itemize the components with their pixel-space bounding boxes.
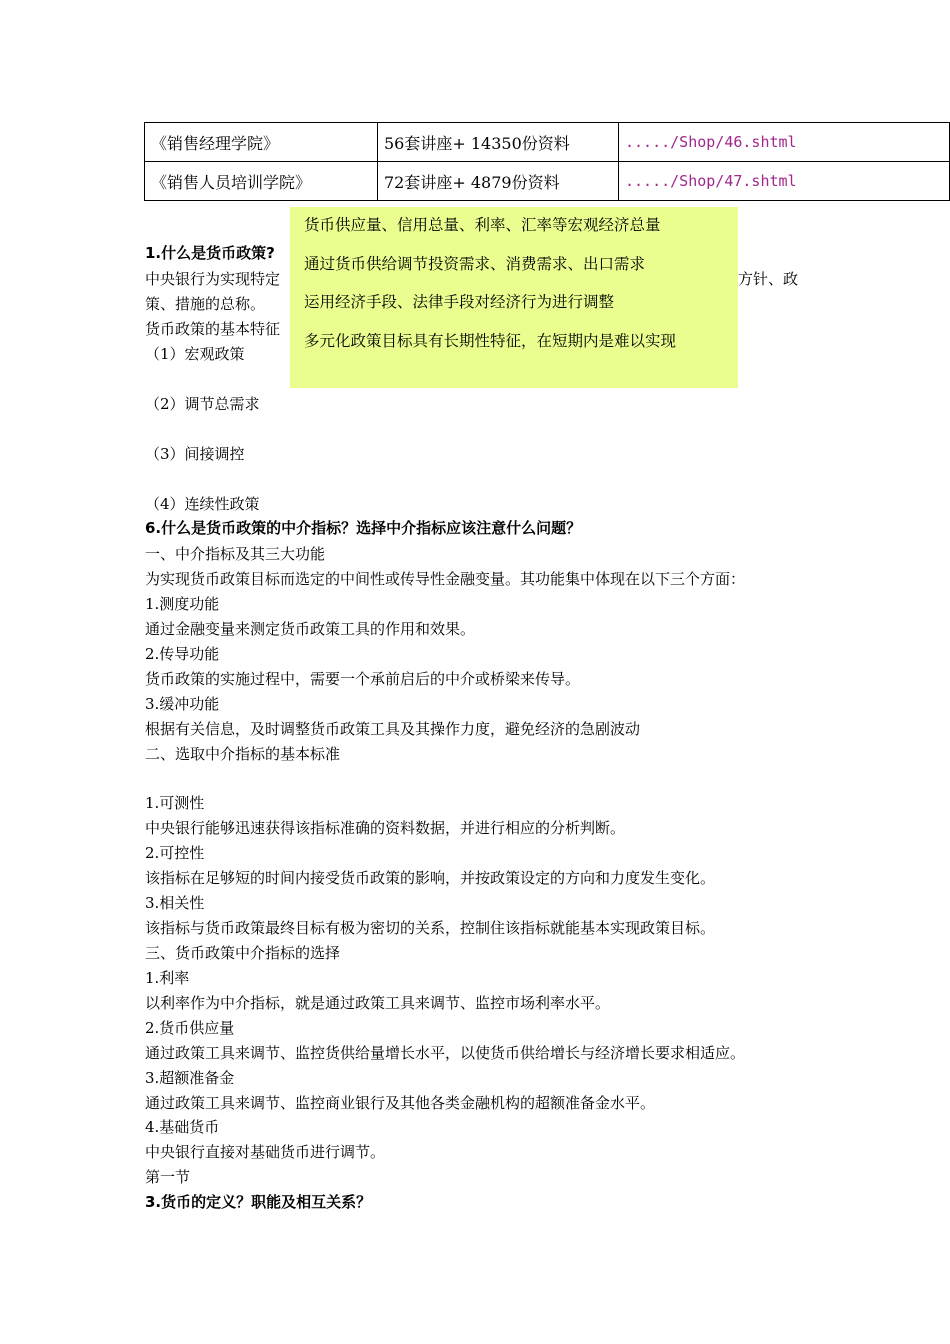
section-label: 第一节	[145, 1168, 191, 1186]
paragraph: 中央银行直接对基础货币进行调节。	[145, 1143, 386, 1161]
callout-line: 运用经济手段、法律手段对经济行为进行调整	[304, 293, 615, 311]
feature-item: （4）连续性政策	[145, 495, 260, 513]
course-link[interactable]: ...../Shop/46.shtml	[619, 123, 950, 162]
section-heading: 三、货币政策中介指标的选择	[145, 944, 341, 962]
paragraph: 根据有关信息，及时调整货币政策工具及其操作力度，避免经济的急剧波动	[145, 720, 641, 738]
item-title: 1.利率	[145, 969, 190, 987]
course-name: 《销售经理学院》	[145, 123, 378, 162]
item-title: 4.基础货币	[145, 1118, 220, 1136]
paragraph: 通过政策工具来调节、监控商业银行及其他各类金融机构的超额准备金水平。	[145, 1094, 656, 1112]
q6-title: 6.什么是货币政策的中介指标？选择中介指标应该注意什么问题？	[145, 519, 582, 537]
item-title: 3.相关性	[145, 894, 205, 912]
paragraph: 中央银行能够迅速获得该指标准确的资料数据，并进行相应的分析判断。	[145, 819, 626, 837]
section-heading: 二、选取中介指标的基本标准	[145, 745, 341, 763]
q1-line2: 策、措施的总称。	[145, 295, 266, 313]
callout-line: 通过货币供给调节投资需求、消费需求、出口需求	[304, 255, 646, 273]
feature-item: （2）调节总需求	[145, 395, 260, 413]
paragraph: 货币政策的实施过程中，需要一个承前启后的中介或桥梁来传导。	[145, 670, 581, 688]
resource-table	[144, 122, 950, 201]
item-title: 3.超额准备金	[145, 1069, 235, 1087]
course-link[interactable]: ...../Shop/47.shtml	[619, 162, 950, 201]
table-row	[145, 123, 950, 162]
callout-box	[290, 207, 738, 388]
item-title: 1.可测性	[145, 794, 205, 812]
item-title: 1.测度功能	[145, 595, 220, 613]
item-title: 2.传导功能	[145, 645, 220, 663]
q1-line1-right: 方针、政	[738, 270, 799, 288]
paragraph: 通过金融变量来测定货币政策工具的作用和效果。	[145, 620, 476, 638]
table-row	[145, 162, 950, 201]
item-title: 3.缓冲功能	[145, 695, 220, 713]
course-content: 56套讲座+ 14350份资料	[378, 123, 619, 162]
item-title: 2.可控性	[145, 844, 205, 862]
paragraph: 该指标与货币政策最终目标有极为密切的关系，控制住该指标就能基本实现政策目标。	[145, 919, 716, 937]
course-name: 《销售人员培训学院》	[145, 162, 378, 201]
feature-item: （3）间接调控	[145, 445, 245, 463]
q3-title: 3.货币的定义？职能及相互关系？	[145, 1193, 372, 1211]
course-content: 72套讲座+ 4879份资料	[378, 162, 619, 201]
q1-title: 1.什么是货币政策?	[145, 244, 275, 262]
item-title: 2.货币供应量	[145, 1019, 235, 1037]
callout-line: 货币供应量、信用总量、利率、汇率等宏观经济总量	[304, 216, 661, 234]
q1-line3: 货币政策的基本特征	[145, 320, 281, 338]
paragraph: 为实现货币政策目标而选定的中间性或传导性金融变量。其功能集中体现在以下三个方面：	[145, 570, 746, 588]
paragraph: 以利率作为中介指标，就是通过政策工具来调节、监控市场利率水平。	[145, 994, 611, 1012]
paragraph: 该指标在足够短的时间内接受货币政策的影响，并按政策设定的方向和力度发生变化。	[145, 869, 716, 887]
feature-item: （1）宏观政策	[145, 345, 245, 363]
callout-line: 多元化政策目标具有长期性特征，在短期内是难以实现	[304, 332, 677, 350]
q1-line1-left: 中央银行为实现特定	[145, 270, 281, 288]
paragraph: 通过政策工具来调节、监控货供给量增长水平，以使货币供给增长与经济增长要求相适应。	[145, 1044, 746, 1062]
section-heading: 一、中介指标及其三大功能	[145, 545, 326, 563]
